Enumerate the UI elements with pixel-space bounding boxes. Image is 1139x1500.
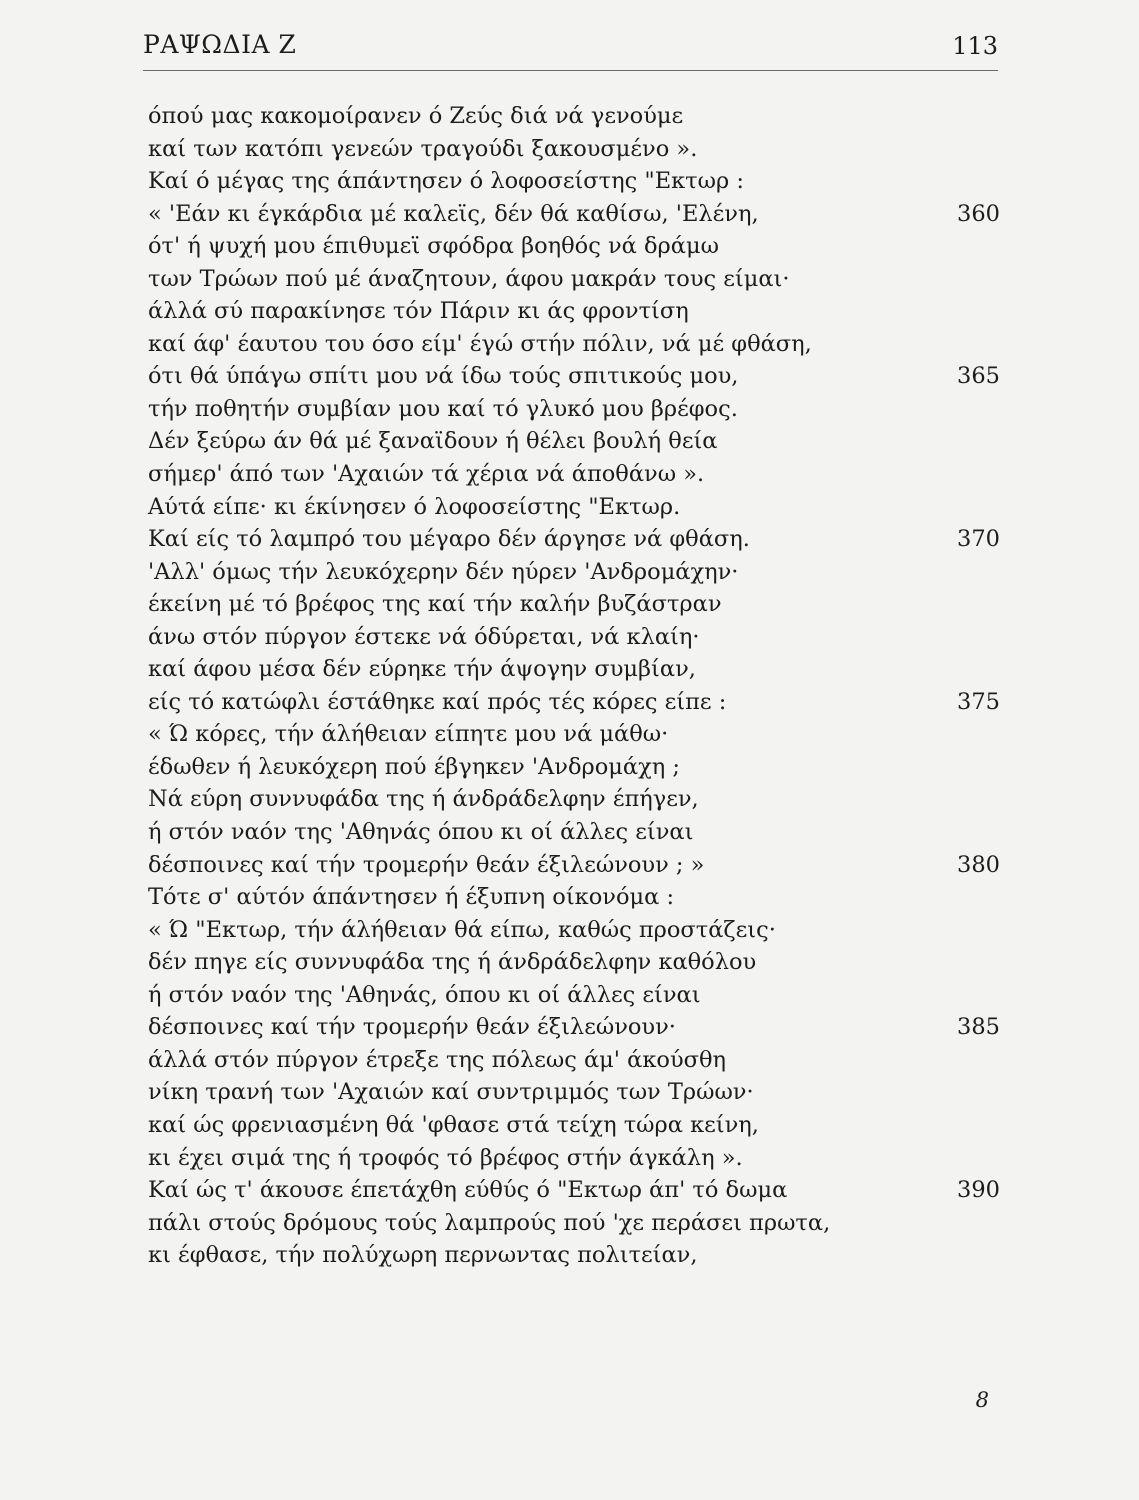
verse-text: Τότε σ' αύτόν άπάντησεν ή έξυπνη οίκονόμα : xyxy=(148,884,675,911)
verse-text: έκείνη μέ τό βρέφος της καί τήν καλήν βυζάστραν xyxy=(148,591,722,618)
verse-line xyxy=(148,263,1000,296)
verse-line xyxy=(148,1109,1000,1142)
verse-block xyxy=(148,100,1000,1272)
verse-text: ή στόν ναόν της 'Αθηνάς, όπου κι οί άλλες είναι xyxy=(148,981,701,1008)
verse-text: 'Αλλ' όμως τήν λευκόχερην δέν ηύρεν 'Ανδρομάχην· xyxy=(148,558,739,585)
verse-line xyxy=(148,1142,1000,1175)
verse-line xyxy=(148,914,1000,947)
verse-text: καί ώς φρενιασμένη θά 'φθασε στά τείχη τώρα κείνη, xyxy=(148,1111,759,1138)
verse-line xyxy=(148,946,1000,979)
verse-text: κι έχει σιμά της ή τροφός τό βρέφος στήν άγκάλη ». xyxy=(148,1144,743,1171)
verse-line xyxy=(148,100,1000,133)
verse-line xyxy=(148,849,1000,882)
verse-text: άνω στόν πύργον έστεκε νά όδύρεται, νά κλαίη· xyxy=(148,623,700,650)
verse-line xyxy=(148,686,1000,719)
verse-text: άλλά σύ παρακίνησε τόν Πάριν κι άς φροντίση xyxy=(148,298,689,325)
verse-line xyxy=(148,588,1000,621)
verse-text: όπού μας κακομοίρανεν ό Ζεύς διά νά γενούμε xyxy=(148,103,684,129)
line-number: 365 xyxy=(957,363,1000,390)
verse-text: « Ώ κόρες, τήν άλήθειαν είπητε μου νά μάθω· xyxy=(148,721,669,748)
verse-text: είς τό κατώφλι έστάθηκε καί πρός τές κόρες είπε : xyxy=(148,688,727,715)
verse-text: Δέν ξεύρω άν θά μέ ξαναϊδουν ή θέλει βουλή θεία xyxy=(148,428,718,455)
verse-text: δέσποινες καί τήν τρομερήν θεάν έξιλεώνουν· xyxy=(148,1014,676,1041)
verse-text: « Ώ "Εκτωρ, τήν άλήθειαν θά είπω, καθώς προστάζεις· xyxy=(148,916,776,943)
verse-line xyxy=(148,1076,1000,1109)
signature-mark: 8 xyxy=(975,1388,989,1412)
verse-text: Καί ό μέγας της άπάντησεν ό λοφοσείστης "Εκτωρ : xyxy=(148,168,744,195)
line-number: 380 xyxy=(957,851,1000,878)
verse-text: πάλι στούς δρόμους τούς λαμπρούς πού 'χε περάσει πρωτα, xyxy=(148,1209,831,1236)
verse-text: καί άφου μέσα δέν εύρηκε τήν άψογην συμβίαν, xyxy=(148,656,696,683)
verse-line xyxy=(148,1239,1000,1272)
verse-line xyxy=(148,458,1000,491)
verse-line xyxy=(148,133,1000,166)
verse-line xyxy=(148,1044,1000,1077)
chapter-title: ΡΑΨΩΔΙΑ Ζ xyxy=(143,30,297,59)
verse-line xyxy=(148,979,1000,1012)
verse-text: Καί ώς τ' άκουσε έπετάχθη εύθύς ό "Εκτωρ άπ' τό δωμα xyxy=(148,1177,788,1204)
verse-text: καί άφ' έαυτου του όσο είμ' έγώ στήν πόλιν, νά μέ φθάση, xyxy=(148,330,812,357)
verse-line xyxy=(148,393,1000,426)
verse-line xyxy=(148,360,1000,393)
verse-line xyxy=(148,1207,1000,1240)
verse-line xyxy=(148,425,1000,458)
running-head xyxy=(143,30,998,74)
verse-line xyxy=(148,295,1000,328)
verse-line xyxy=(148,1011,1000,1044)
header-rule xyxy=(143,70,998,71)
verse-line xyxy=(148,230,1000,263)
verse-line xyxy=(148,1174,1000,1207)
verse-line xyxy=(148,165,1000,198)
verse-text: δέν πηγε είς συννυφάδα της ή άνδράδελφην καθόλου xyxy=(148,949,757,976)
verse-text: ότι θά ύπάγω σπίτι μου νά ίδω τούς σπιτικούς μου, xyxy=(148,363,739,390)
verse-text: δέσποινες καί τήν τρομερήν θεάν έξιλεώνουν ; » xyxy=(148,851,705,878)
verse-text: ή στόν ναόν της 'Αθηνάς όπου κι οί άλλες είναι xyxy=(148,819,694,846)
verse-text: των Τρώων πού μέ άναζητουν, άφου μακράν τους είμαι· xyxy=(148,265,790,292)
verse-text: σήμερ' άπό των 'Αχαιών τά χέρια νά άποθάνω ». xyxy=(148,461,705,488)
line-number: 375 xyxy=(957,688,1000,715)
verse-text: καί των κατόπι γενεών τραγούδι ξακουσμένο ». xyxy=(148,135,698,162)
verse-line xyxy=(148,621,1000,654)
verse-line xyxy=(148,751,1000,784)
verse-line xyxy=(148,491,1000,524)
verse-line xyxy=(148,783,1000,816)
verse-line xyxy=(148,556,1000,589)
line-number: 370 xyxy=(957,526,1000,553)
line-number: 390 xyxy=(957,1177,1000,1204)
verse-text: Νά εύρη συννυφάδα της ή άνδράδελφην έπήγεν, xyxy=(148,786,699,813)
verse-text: νίκη τρανή των 'Αχαιών καί συντριμμός των Τρώων· xyxy=(148,1079,754,1106)
verse-text: κι έφθασε, τήν πολύχωρη περνωντας πολιτείαν, xyxy=(148,1242,698,1269)
verse-line xyxy=(148,523,1000,556)
verse-text: « 'Εάν κι έγκάρδια μέ καλεϊς, δέν θά καθίσω, 'Ελένη, xyxy=(148,200,759,227)
verse-text: άλλά στόν πύργον έτρεξε της πόλεως άμ' άκούσθη xyxy=(148,1046,727,1073)
verse-line xyxy=(148,718,1000,751)
line-number: 385 xyxy=(957,1014,1000,1041)
verse-line xyxy=(148,328,1000,361)
line-number: 360 xyxy=(957,200,1000,227)
verse-text: Αύτά είπε· κι έκίνησεν ό λοφοσείστης "Εκτωρ. xyxy=(148,493,681,520)
verse-text: ότ' ή ψυχή μου έπιθυμεϊ σφόδρα βοηθός νά δράμω xyxy=(148,233,719,260)
verse-text: Καί είς τό λαμπρό του μέγαρο δέν άργησε νά φθάση. xyxy=(148,526,750,553)
verse-text: έδωθεν ή λευκόχερη πού έβγηκεν 'Ανδρομάχη ; xyxy=(148,753,680,780)
verse-text: τήν ποθητήν συμβίαν μου καί τό γλυκό μου βρέφος. xyxy=(148,395,738,422)
verse-line xyxy=(148,653,1000,686)
page-number: 113 xyxy=(952,32,998,60)
verse-line xyxy=(148,816,1000,849)
verse-line xyxy=(148,198,1000,231)
verse-line xyxy=(148,881,1000,914)
